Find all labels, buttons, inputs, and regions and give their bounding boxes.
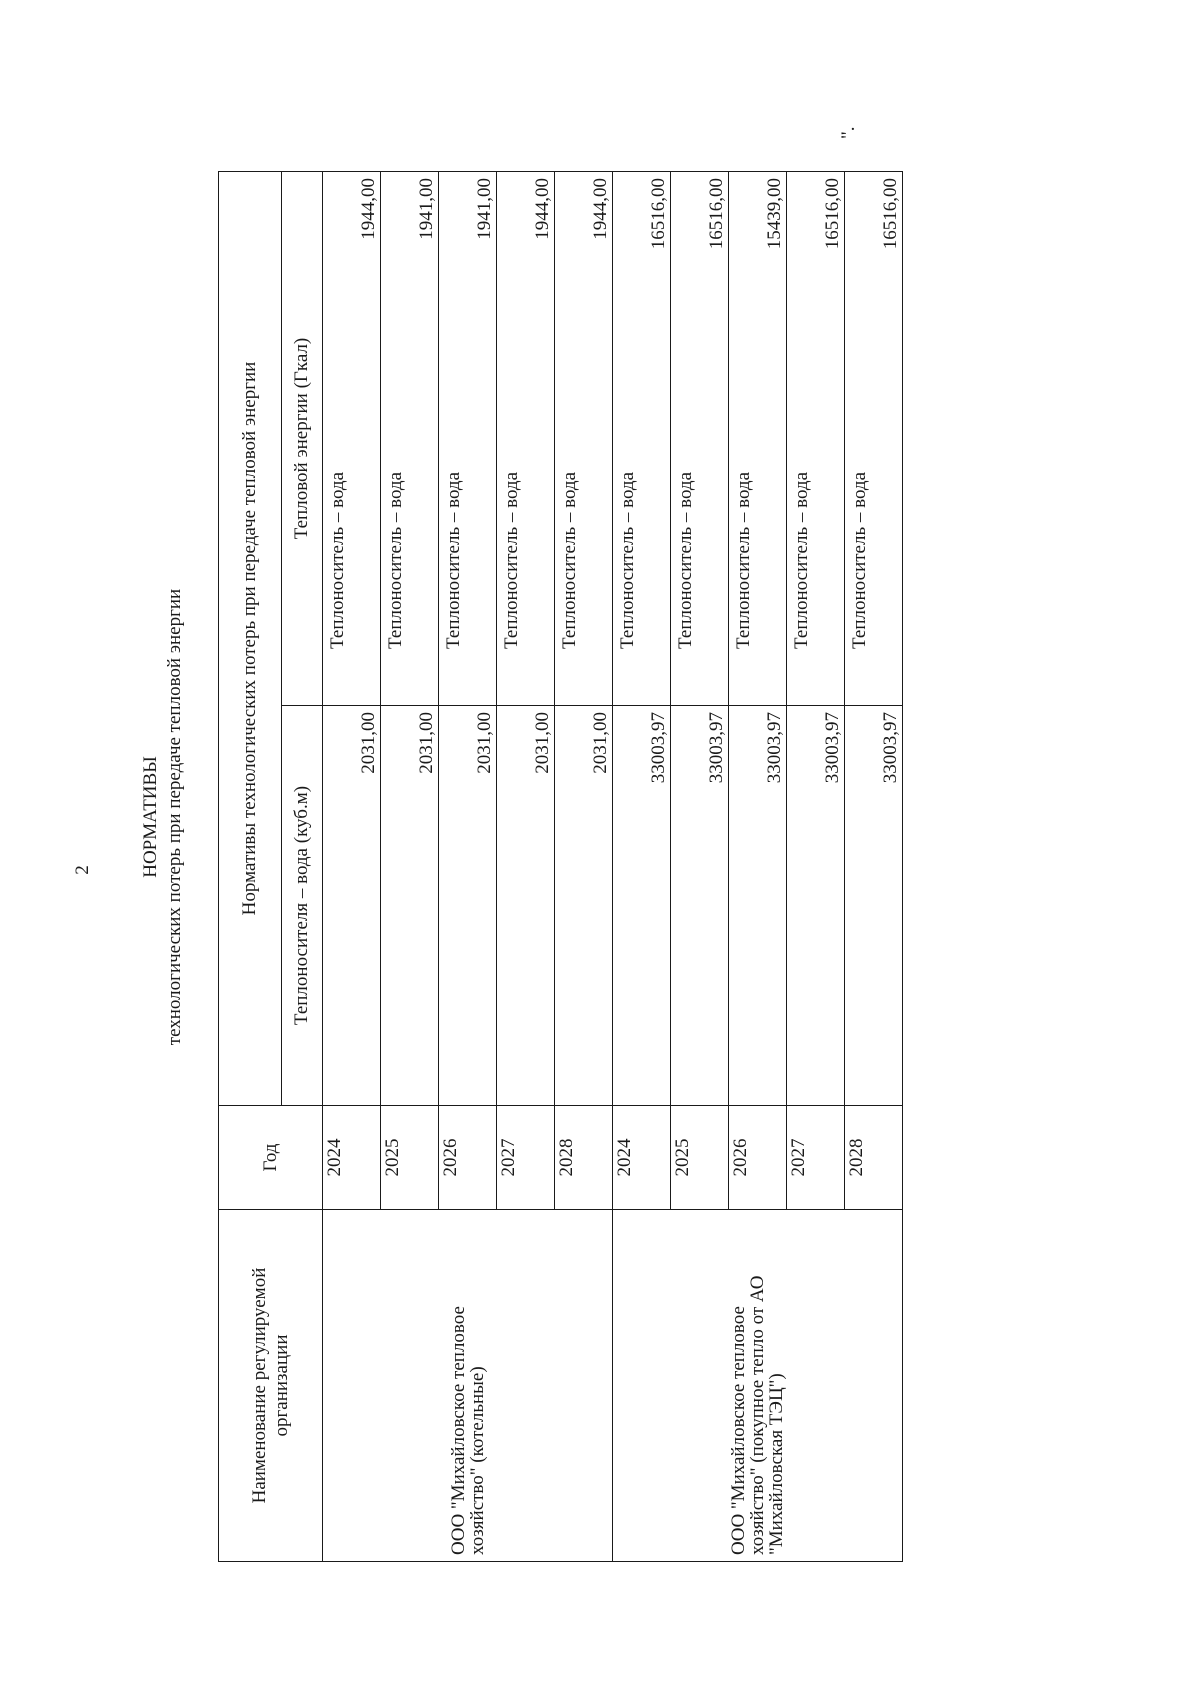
heat-energy-value: 15439,00 xyxy=(764,177,785,250)
heat-energy-cell xyxy=(613,171,671,705)
year-cell: 2025 xyxy=(381,1106,439,1210)
heat-energy-value: 1941,00 xyxy=(474,177,495,240)
carrier-volume-cell: 2031,00 xyxy=(497,706,555,1106)
carrier-type-label: Теплоноситель – вода xyxy=(501,471,522,649)
year-cell: 2024 xyxy=(613,1106,671,1210)
year-cell: 2027 xyxy=(497,1106,555,1210)
heat-energy-cell xyxy=(381,171,439,705)
heat-energy-value: 1944,00 xyxy=(532,177,553,240)
carrier-type-label: Теплоноситель – вода xyxy=(443,471,464,649)
table-row xyxy=(323,171,381,1561)
carrier-volume-cell: 2031,00 xyxy=(381,706,439,1106)
heat-energy-value: 1944,00 xyxy=(590,177,611,240)
carrier-type-label: Теплоноситель – вода xyxy=(559,471,580,649)
carrier-volume-cell: 33003,97 xyxy=(845,706,903,1106)
heat-energy-value: 1941,00 xyxy=(416,177,437,240)
organization-cell: ООО "Михайловское тепловое хозяйство" (котельные) xyxy=(323,1210,613,1562)
year-cell: 2026 xyxy=(729,1106,787,1210)
carrier-type-label: Теплоноситель – вода xyxy=(385,471,406,649)
header-organization: Наименование регулируемой организации xyxy=(219,1210,323,1562)
heat-energy-cell xyxy=(555,171,613,705)
carrier-type-label: Теплоноситель – вода xyxy=(849,471,870,649)
heat-energy-value: 16516,00 xyxy=(880,177,901,250)
header-norms-group: Нормативы технологических потерь при передаче тепловой энергии xyxy=(219,171,282,1105)
document-title: НОРМАТИВЫ xyxy=(140,756,161,878)
norms-table xyxy=(218,171,903,1562)
rotated-page-content xyxy=(0,37,1120,1597)
carrier-volume-cell: 33003,97 xyxy=(613,706,671,1106)
year-cell: 2025 xyxy=(671,1106,729,1210)
heat-energy-cell xyxy=(729,171,787,705)
carrier-type-label: Теплоноситель – вода xyxy=(617,471,638,649)
year-cell: 2026 xyxy=(439,1106,497,1210)
carrier-type-label: Теплоноситель – вода xyxy=(675,471,696,649)
carrier-type-label: Теплоноситель – вода xyxy=(327,471,348,649)
carrier-type-label: Теплоноситель – вода xyxy=(791,471,812,649)
organization-cell: ООО "Михайловское тепловое хозяйство" (покупное тепло от АО "Михайловская ТЭЦ") xyxy=(613,1210,903,1562)
year-cell: 2027 xyxy=(787,1106,845,1210)
carrier-volume-cell: 33003,97 xyxy=(729,706,787,1106)
page-number: 2 xyxy=(72,865,93,875)
document-subtitle: технологических потерь при передаче тепловой энергии xyxy=(164,588,185,1046)
year-cell: 2024 xyxy=(323,1106,381,1210)
heat-energy-cell xyxy=(439,171,497,705)
heat-energy-cell xyxy=(497,171,555,705)
carrier-volume-cell: 2031,00 xyxy=(439,706,497,1106)
carrier-volume-cell: 2031,00 xyxy=(323,706,381,1106)
heat-energy-cell xyxy=(671,171,729,705)
carrier-volume-cell: 33003,97 xyxy=(787,706,845,1106)
heat-energy-cell xyxy=(845,171,903,705)
header-heat-energy: Тепловой энергии (Гкал) xyxy=(282,171,323,705)
closing-quote-mark: ". xyxy=(838,126,859,139)
carrier-type-label: Теплоноситель – вода xyxy=(733,471,754,649)
carrier-volume-cell: 33003,97 xyxy=(671,706,729,1106)
table-row xyxy=(613,171,671,1561)
carrier-volume-cell: 2031,00 xyxy=(555,706,613,1106)
heat-energy-value: 16516,00 xyxy=(648,177,669,250)
heat-energy-value: 1944,00 xyxy=(358,177,379,240)
year-cell: 2028 xyxy=(555,1106,613,1210)
header-carrier-volume: Теплоносителя – вода (куб.м) xyxy=(282,706,323,1106)
heat-energy-value: 16516,00 xyxy=(706,177,727,250)
header-year: Год xyxy=(219,1106,323,1210)
heat-energy-cell xyxy=(323,171,381,705)
heat-energy-cell xyxy=(787,171,845,705)
year-cell: 2028 xyxy=(845,1106,903,1210)
heat-energy-value: 16516,00 xyxy=(822,177,843,250)
